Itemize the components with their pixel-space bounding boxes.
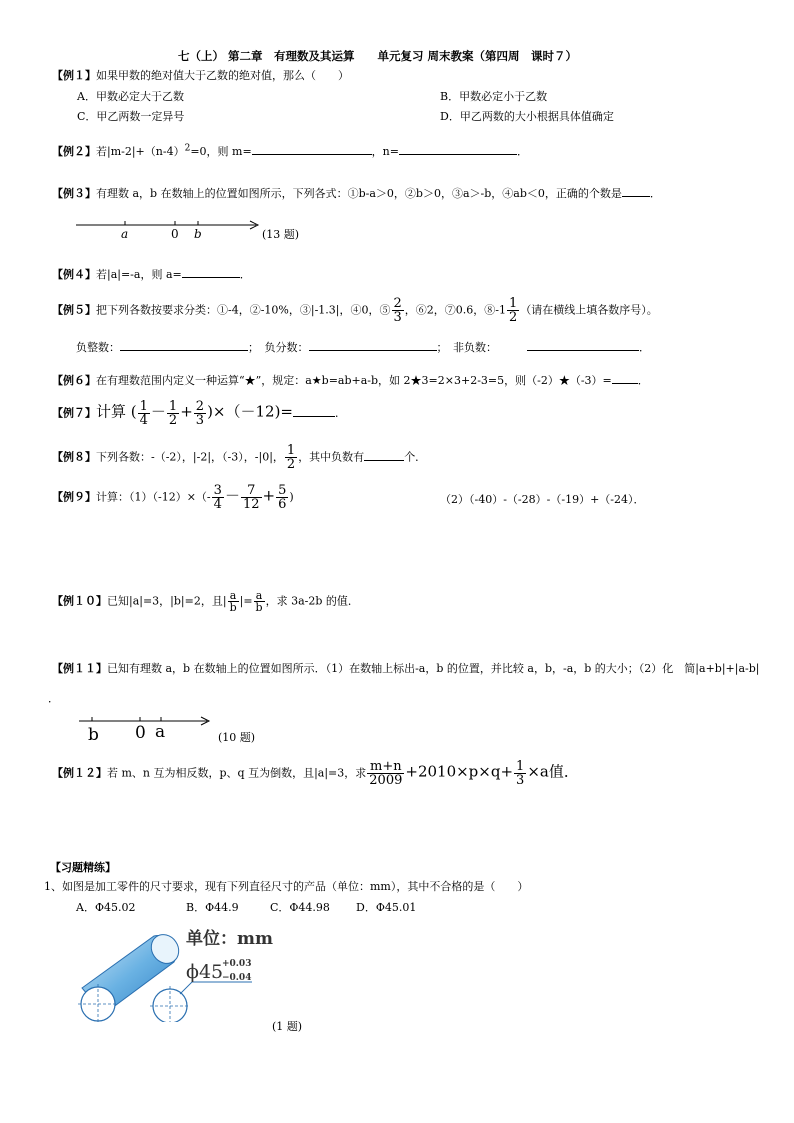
answer-blank[interactable] — [364, 449, 404, 461]
figure-caption: (13 题) — [262, 228, 300, 241]
question-text: 若 m、n 互为相反数，p、q 互为倒数，且|a|=3，求 — [107, 766, 367, 780]
example-9-question — [52, 484, 294, 511]
practice-question-1: 1、如图是加工零件的尺寸要求，现有下列直径尺寸的产品（单位：mm），其中不合格的是（ ） — [44, 880, 529, 893]
unit-label: 单位：mm — [186, 929, 273, 949]
exponent: 2 — [184, 143, 191, 154]
example-1-question — [52, 69, 349, 82]
denominator: 2 — [168, 413, 178, 428]
example-5-question — [52, 297, 658, 324]
answer-blank[interactable] — [182, 266, 240, 278]
practice-heading: 【习题精练】 — [50, 861, 116, 874]
example-tag: 【例１０】 — [52, 594, 107, 608]
example-tag: 【例８】 — [52, 450, 96, 464]
answer-blank[interactable] — [622, 185, 650, 197]
answer-blank[interactable] — [293, 405, 335, 417]
example-4-question — [52, 266, 251, 281]
question-text: 计算：（1）（-12）×（- — [96, 490, 211, 504]
option-d: D．甲乙两数的大小根据具体值确定 — [440, 110, 614, 123]
diameter-label: ϕ45 — [186, 961, 224, 983]
question-text: 计算 ( — [96, 402, 137, 421]
punctuation: 个． — [404, 450, 427, 464]
question-text: ，求 3a-2b 的值． — [265, 594, 359, 608]
question-text: ，n= — [371, 145, 399, 158]
answer-blank-n[interactable] — [399, 143, 517, 155]
example-tag: 【例１２】 — [52, 766, 107, 780]
option-c: C．Φ44.98 — [270, 901, 330, 914]
example-7-question — [52, 400, 346, 427]
label-0: 0 — [171, 227, 179, 241]
numerator: a — [254, 590, 265, 602]
label-a: a — [121, 227, 129, 241]
question-text: ) — [289, 490, 294, 504]
numerator: 1 — [286, 443, 296, 458]
question-text: 下列各数：-（-2），|-2|，（-3），-|0|， — [96, 450, 284, 464]
example-11-question — [52, 662, 759, 675]
example-tag: 【例２】 — [52, 145, 96, 158]
operator: + — [180, 402, 193, 421]
denominator: b — [229, 601, 237, 614]
question-text: 在有理数范围内定义一种运算“★”，规定：a★b=ab+a-b，如 2★3=2×3+2-3=5，则（-2）★（-3）= — [96, 374, 612, 387]
punctuation: ． — [335, 406, 346, 420]
example-tag: 【例１１】 — [52, 662, 107, 675]
numerator: 1 — [516, 759, 525, 774]
denominator: 2 — [509, 310, 518, 325]
example-6-question — [52, 372, 649, 387]
label-non-negative: ； 非负数： — [436, 341, 497, 354]
denominator: b — [255, 601, 263, 614]
example-8-question — [52, 444, 426, 471]
numerator: 1 — [509, 296, 518, 311]
question-text: 若|m-2|+（n-4） — [96, 145, 185, 158]
example-tag: 【例６】 — [52, 374, 96, 387]
question-text: +2010×p×q+ — [405, 762, 514, 781]
figure-caption: (1 题) — [272, 1020, 303, 1033]
example-tag: 【例３】 — [52, 187, 96, 200]
denominator: 6 — [278, 497, 287, 512]
answer-blank-negative-fractions[interactable] — [309, 339, 437, 351]
numerator: a — [228, 590, 239, 602]
numerator: 3 — [213, 483, 222, 498]
denominator: 3 — [393, 310, 402, 325]
label-negative-integers: 负整数： — [76, 341, 120, 354]
example-10-question — [52, 590, 359, 613]
denominator: 4 — [139, 413, 148, 428]
denominator: 2 — [286, 457, 296, 472]
option-c: C．甲乙两数一定异号 — [77, 110, 185, 123]
number-line-13 — [72, 215, 262, 243]
answer-blank-non-negative[interactable] — [527, 339, 639, 351]
label-a: a — [155, 722, 166, 742]
question-text: =0，则 m= — [190, 145, 252, 158]
label-b: b — [194, 227, 202, 241]
figure-caption: (10 题) — [218, 731, 256, 744]
fraction — [194, 400, 206, 427]
operator: + — [262, 486, 276, 505]
denominator: 3 — [195, 413, 205, 428]
question-text: |= — [239, 594, 253, 608]
fraction — [392, 297, 404, 324]
fraction — [241, 484, 262, 511]
operator: － — [224, 486, 240, 505]
denominator: 2009 — [369, 773, 403, 788]
question-text: 若|a|=-a，则 a= — [96, 268, 182, 281]
example-tag: 【例７】 — [52, 406, 96, 420]
example-12-question — [52, 760, 579, 787]
punctuation: ． — [639, 341, 650, 354]
numerator: 2 — [195, 399, 205, 414]
example-3-question — [52, 185, 661, 200]
question-text: )×（－12)= — [207, 402, 293, 421]
part-figure — [74, 922, 304, 1022]
question-text: ×a值． — [527, 762, 579, 781]
upper-tolerance: +0.03 — [222, 959, 252, 969]
fraction — [167, 400, 179, 427]
punctuation: ． — [48, 692, 59, 705]
example-tag: 【例９】 — [52, 490, 96, 504]
question-text: 把下列各数按要求分类：①-4，②-10%，③|-1.3|，④0，⑤ — [96, 303, 391, 317]
punctuation: ． — [516, 145, 528, 158]
question-text: 有理数 a，b 在数轴上的位置如图所示，下列各式：①b-a＞0，②b＞0，③a＞-b，④ab＜0，正确的个数是 — [96, 187, 622, 200]
label-b: b — [88, 725, 99, 744]
question-text: 已知|a|=3，|b|=2，且| — [107, 594, 227, 608]
question-text: ，其中负数有 — [298, 450, 365, 464]
fraction — [507, 297, 519, 324]
option-a: A．甲数必定大于乙数 — [77, 90, 184, 103]
fraction — [276, 484, 288, 511]
numerator: 7 — [241, 484, 262, 498]
fraction — [228, 590, 239, 613]
numerator: 2 — [393, 296, 402, 311]
label-0: 0 — [135, 723, 146, 743]
option-a: A．Φ45.02 — [76, 901, 136, 914]
fraction — [212, 484, 224, 511]
question-text: 已知有理数 a，b 在数轴上的位置如图所示．（1）在数轴上标出-a，b 的位置，并比较 a，b，-a，b 的大小；（2）化 简|a+b|+|a-b| — [107, 662, 760, 675]
example-tag: 【例１】 — [52, 69, 96, 82]
fraction — [138, 400, 150, 427]
denominator: 12 — [242, 497, 260, 512]
option-b: B．甲数必定小于乙数 — [440, 90, 548, 103]
example-tag: 【例４】 — [52, 268, 96, 281]
punctuation: ． — [649, 187, 661, 200]
option-b: B．Φ44.9 — [186, 901, 239, 914]
denominator: 4 — [213, 497, 222, 512]
page-title: 七（上） 第二章 有理数及其运算 单元复习 周末教案（第四周 课时７） — [178, 49, 578, 63]
fraction — [254, 590, 265, 613]
leader-line — [180, 982, 252, 994]
option-d: D．Φ45.01 — [356, 901, 417, 914]
label-negative-fractions: ； 负分数： — [248, 341, 309, 354]
question-text: （请在横线上填各数序号）。 — [520, 303, 658, 317]
lower-tolerance: −0.04 — [222, 973, 252, 983]
punctuation: ． — [637, 374, 649, 387]
example-9-part-2: （2）（-40）-（-28）-（-19）+（-24）． — [440, 493, 645, 506]
punctuation: ． — [239, 268, 251, 281]
fraction — [285, 444, 297, 471]
numerator: 1 — [168, 399, 178, 414]
fraction — [367, 760, 404, 787]
number-line-10 — [75, 712, 215, 744]
numerator: 5 — [278, 483, 287, 498]
example-2-question — [52, 143, 528, 158]
fraction — [514, 760, 526, 787]
answer-blank-negative-integers[interactable] — [120, 339, 248, 351]
classification-blanks — [76, 339, 650, 354]
numerator: 1 — [139, 399, 148, 414]
numerator: m+n — [367, 760, 404, 774]
example-tag: 【例５】 — [52, 303, 96, 317]
answer-blank-m[interactable] — [252, 143, 372, 155]
operator: － — [150, 402, 166, 421]
question-text: ，⑥2，⑦0.6，⑧-1 — [404, 303, 507, 317]
answer-blank[interactable] — [612, 372, 638, 384]
question-text: 如果甲数的绝对值大于乙数的绝对值，那么（ ） — [96, 69, 349, 82]
denominator: 3 — [516, 773, 525, 788]
